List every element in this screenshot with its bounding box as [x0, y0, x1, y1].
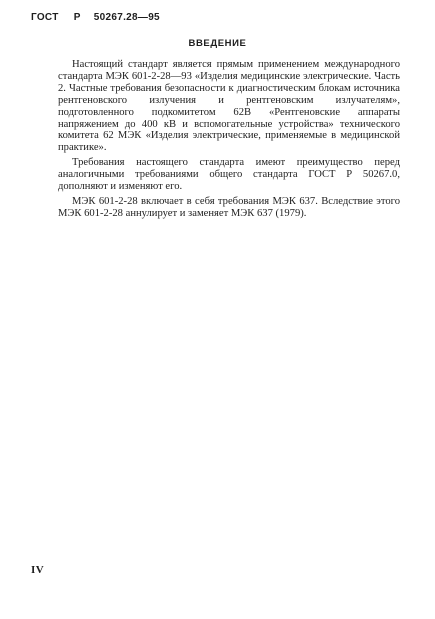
standard-number: 50267.28—95 — [93, 12, 160, 23]
document-header — [31, 12, 160, 23]
standard-prefix: ГОСТ — [31, 12, 59, 23]
paragraph: Требования настоящего стандарта имеют преимущество перед аналогичными требованиями общего стандарта ГОСТ Р 50267.0, дополняют и изменяют его. — [58, 157, 400, 193]
paragraph: Настоящий стандарт является прямым применением международного стандарта МЭК 601-2-28—93 «Изделия медицинские электрические. Часть 2. Частные требования безопасности к диагностическим блокам источника рентгеновского излучения и рентгеновским излучателям», подготовленного подкомитетом 62В «Рентгеновские аппараты напряжением до 400 кВ и вспомогательные устройства» технического комитета 62 МЭК «Изделия электрические, применяемые в медицинской практике». — [58, 59, 400, 154]
paragraph: МЭК 601-2-28 включает в себя требования МЭК 637. Вследствие этого МЭК 601-2-28 аннулирует и заменяет МЭК 637 (1979). — [58, 195, 400, 219]
page-number: IV — [31, 564, 45, 576]
section-title: ВВЕДЕНИЕ — [188, 38, 247, 49]
body-text — [58, 59, 400, 223]
standard-letter: Р — [73, 12, 81, 23]
